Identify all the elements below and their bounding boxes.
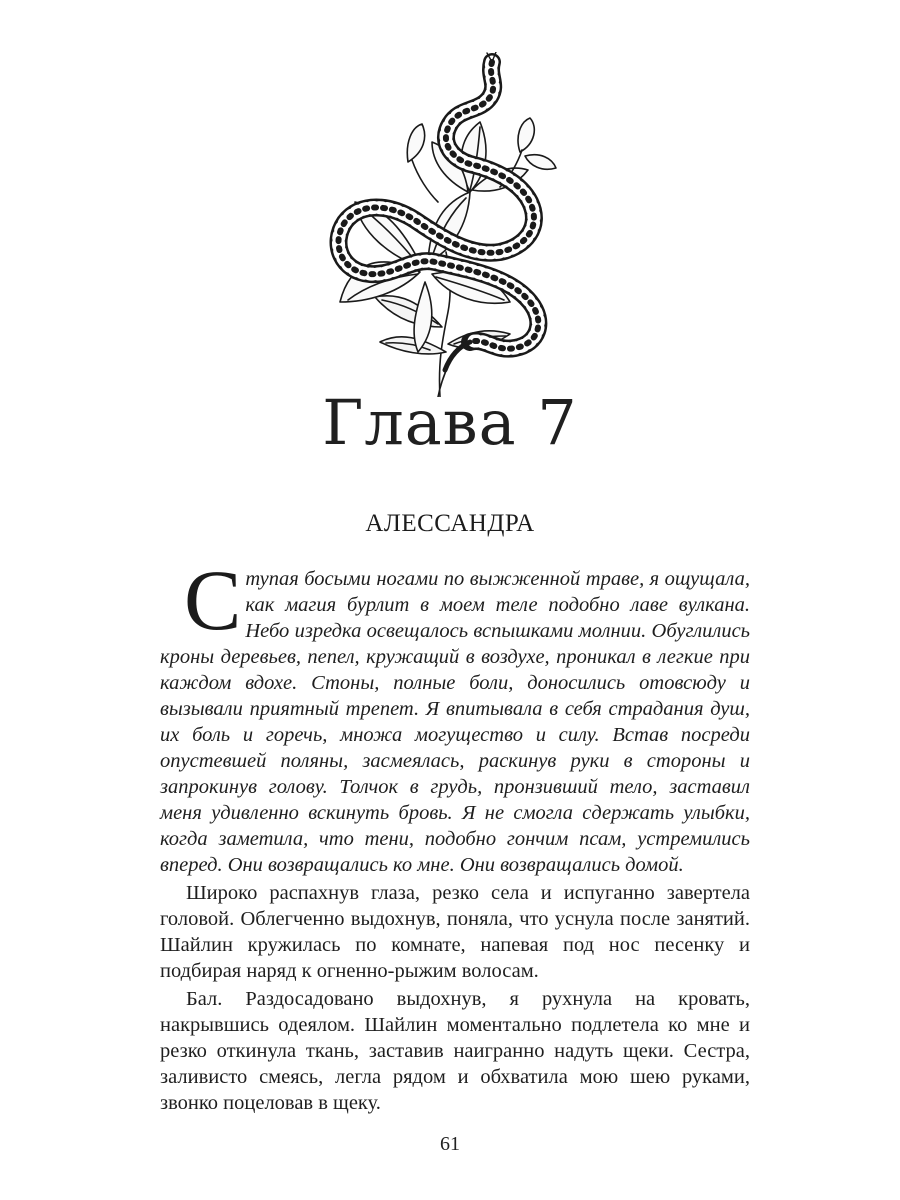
italic-paragraph-text: тупая босыми ногами по выжженной траве, я ощущала, как магия бурлит в моем теле подобно лаве вулкана. Небо изредка освещалось вспышками молнии. Обуглились кроны деревьев, пепел, кружащий в воздухе, проникал в легкие при каждом вдохе. Стоны, полные боли, доносились отовсюду и вызывали приятный трепет. Я впитывала в себя страдания душ, их боль и горечь, множа могущество и силу. Встав посреди опустевшей поляны, засмеялась, раскинув руки в стороны и запрокинув голову. Толчок в грудь, пронзивший тело, заставил меня удивленно вскинуть бровь. Я не смогла сдержать улыбки, когда заметила, что тени, подобно гончим псам, устремились вперед. Они возвращались ко мне. Они возвращались домой. [160, 568, 750, 876]
paragraph-2: Широко распахнув глаза, резко села и испуганно завертела головой. Облегченно выдохнув, поняла, что уснула после занятий. Шайлин кружилась по комнате, напевая под нос песенку и подбирая наряд к огненно-рыжим волосам. [160, 882, 750, 982]
italic-dream-paragraph [160, 552, 750, 878]
snake-and-flowers-icon [320, 52, 560, 397]
chapter-body [160, 552, 750, 1116]
drop-cap-letter: С [184, 552, 242, 648]
pov-heading: АЛЕССАНДРА [365, 510, 535, 537]
page-number: 61 [440, 1133, 460, 1155]
paragraph-3: Бал. Раздосадовано выдохнув, я рухнула на кровать, накрывшись одеялом. Шайлин моментально подлетела ко мне и резко откинула ткань, заставив наигранно надуть щеки. Сестра, заливисто смеясь, легла рядом и обхватила мою шею руками, звонко поцеловав в щеку. [160, 988, 750, 1114]
chapter-title: Глава 7 [322, 386, 578, 459]
